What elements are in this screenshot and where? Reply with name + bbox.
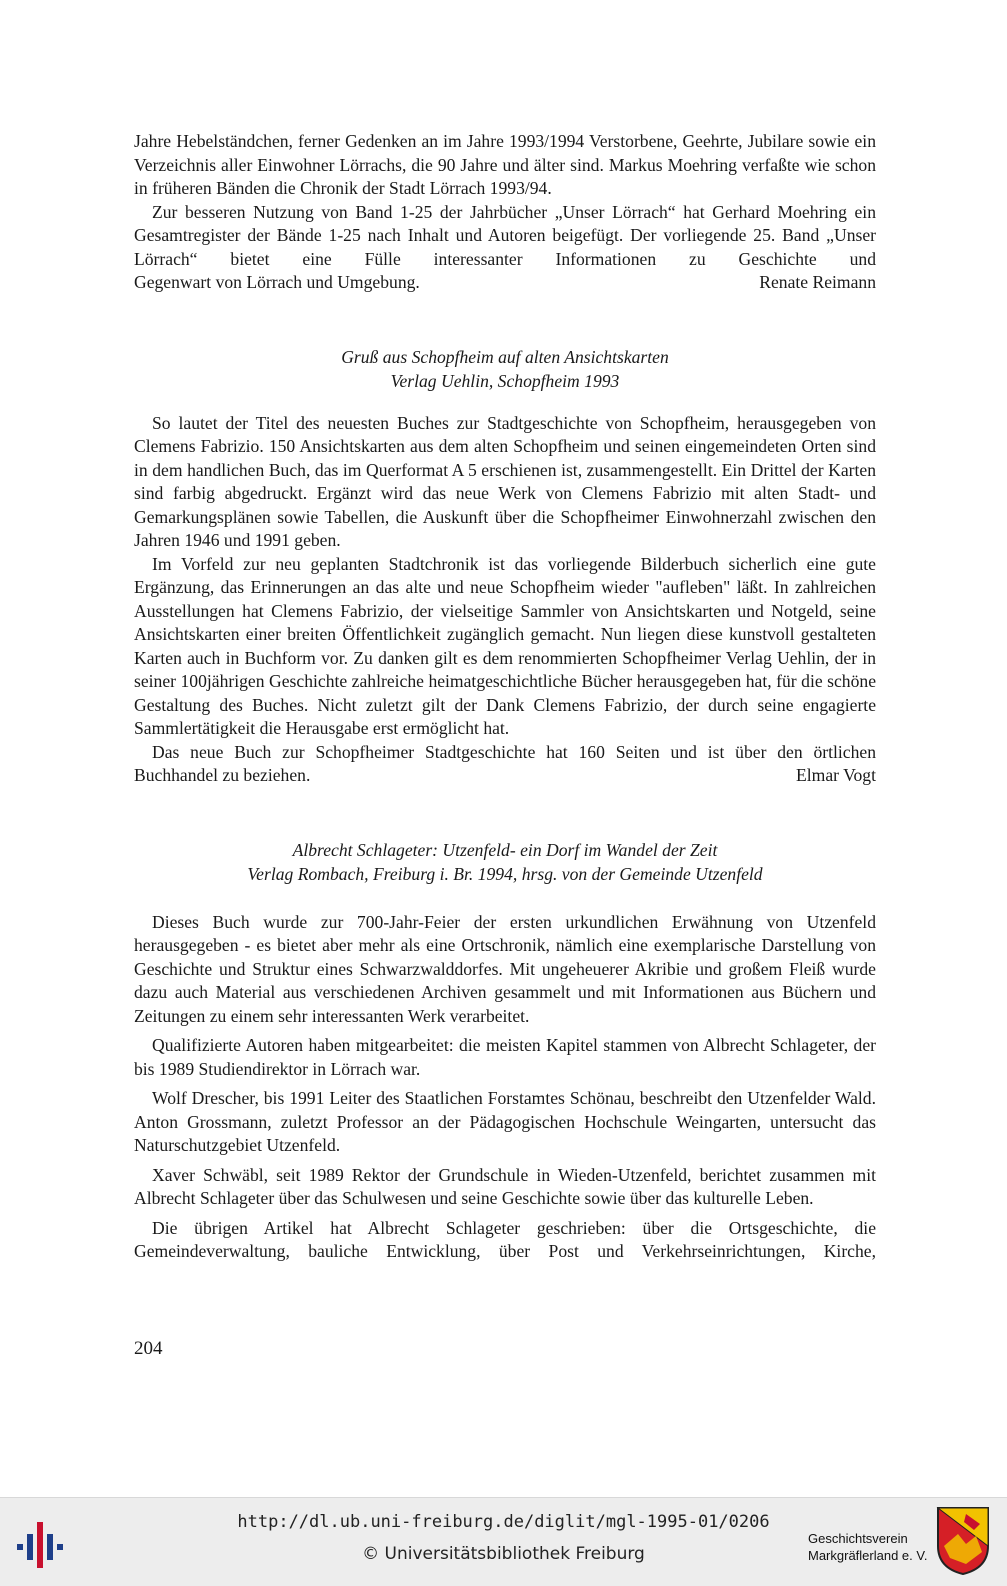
society-name-line-1: Geschichtsverein bbox=[808, 1531, 908, 1546]
intro-author: Renate Reimann bbox=[759, 272, 876, 292]
review1-paragraph-2: Im Vorfeld zur neu geplanten Stadtchronik ist das vorliegende Bilderbuch sicherlich eine gute Ergänzung, das Erinnerungen an das alte und neue Schopfheim wieder "aufleben" läßt. In zahlreichen Ausstellungen hat Clemens Fabrizio, der vielseitige Sammler von Ansichtskarten und Notgeld, seine Ansichtskarten einer breiten Öffentlichkeit zugänglich gemacht. Nun liegen diese kunstvoll gestalteten Karten auch in Buchform vor. Zu danken gilt es dem renommierten Schopfheimer Verlag Uehlin, der in seiner 100jährigen Geschichte zahlreiche heimatgeschichtliche Bücher herausgegeben hat, für die schöne Gestaltung des Buches. Nicht zuletzt gilt der Dank Clemens Fabrizio, der durch seine engagierte Sammlertätigkeit die Herausgabe erst ermöglicht hat. bbox=[134, 553, 876, 738]
review1-paragraph-1: So lautet der Titel des neuesten Buches zur Stadtgeschichte von Schopfheim, herausgegeben von Clemens Fabrizio. 150 Ansichtskarten aus dem alten Schopfheim und seinen eingemeindeten Orten sind in dem handlichen Buch, das im Querformat A 5 erschienen ist, zusammengestellt. Ein Drittel der Karten sind farbig abgedruckt. Ergänzt wird das neue Werk von Clemens Fabrizio mit alten Stadt- und Gemarkungsplänen sowie Tabellen, die Auskunft über die Schopfheimer Einwohnerzahl zwischen den Jahren 1946 und 1991 geben. bbox=[134, 412, 876, 550]
review2-paragraph-2: Qualifizierte Autoren haben mitgearbeitet: die meisten Kapitel stammen von Albrecht Schlageter, der bis 1989 Studiendirektor in Lörrach war. bbox=[134, 1035, 876, 1079]
coat-of-arms-icon bbox=[936, 1506, 990, 1576]
review2-paragraph-4: Xaver Schwäbl, seit 1989 Rektor der Grundschule in Wieden-Utzenfeld, berichtet zusammen mit Albrecht Schlageter über das Schulwesen und seine Geschichte sowie über das kulturelle Leben. bbox=[134, 1164, 876, 1208]
document-url-link[interactable]: http://dl.ub.uni-freiburg.de/diglit/mgl-1995-01/0206 bbox=[237, 1512, 770, 1532]
review1-paragraph-3: Das neue Buch zur Schopfheimer Stadtgeschichte hat 160 Seiten und ist über den örtlichen Buchhandel zu beziehen. bbox=[134, 741, 876, 785]
intro-signature-line bbox=[134, 271, 876, 295]
footer-bar bbox=[0, 1497, 1007, 1586]
society-name-line-2: Markgräflerland e. V. bbox=[808, 1548, 928, 1563]
page-number: 204 bbox=[134, 1338, 163, 1359]
review1-title: Gruß aus Schopfheim auf alten Ansichtskarten bbox=[341, 346, 669, 367]
society-name bbox=[808, 1530, 927, 1564]
intro-paragraph-2: Zur besseren Nutzung von Band 1-25 der Jahrbücher „Unser Lörrach“ hat Gerhard Moehring ein Gesamtregister der Bände 1-25 nach Inhalt und Autoren beigefügt. Der vorliegende 25. Band „Unser Lörrach“ bietet eine Fülle interessanter Informationen zu Geschichte und bbox=[134, 201, 876, 269]
review2-title: Albrecht Schlageter: Utzenfeld- ein Dorf im Wandel der Zeit bbox=[292, 839, 718, 860]
review1-author: Elmar Vogt bbox=[796, 765, 876, 785]
intro-paragraph-1: Jahre Hebelständchen, ferner Gedenken an im Jahre 1993/1994 Verstorbene, Geehrte, Jubilare sowie ein Verzeichnis aller Einwohner Lörrachs, die 90 Jahre und älter sind. Markus Moehring verfaßte wie schon in früheren Bänden die Chronik der Stadt Lörrach 1993/94. bbox=[134, 131, 876, 198]
copyright-notice: © Universitätsbibliothek Freiburg bbox=[362, 1544, 645, 1564]
page-body bbox=[134, 130, 876, 1264]
review2-paragraph-5: Die übrigen Artikel hat Albrecht Schlageter geschrieben: über die Ortsgeschichte, die Gemeindeverwaltung, bauliche Entwicklung, über Post und Verkehrseinrichtungen, Kirche, bbox=[134, 1217, 876, 1261]
review2-subtitle: Verlag Rombach, Freiburg i. Br. 1994, hrsg. von der Gemeinde Utzenfeld bbox=[247, 863, 763, 884]
review2-paragraph-3: Wolf Drescher, bis 1991 Leiter des Staatlichen Forstamtes Schönau, beschreibt den Utzenfelder Wald. Anton Grossmann, zuletzt Professor an der Pädagogischen Hochschule Weingarten, untersucht das Naturschutzgebiet Utzenfeld. bbox=[134, 1088, 876, 1155]
intro-paragraph-2-end: Gegenwart von Lörrach und Umgebung. bbox=[134, 272, 420, 292]
review1-subtitle: Verlag Uehlin, Schopfheim 1993 bbox=[390, 370, 620, 391]
review2-paragraph-1: Dieses Buch wurde zur 700-Jahr-Feier der ersten urkundlichen Erwähnung von Utzenfeld herausgegeben - es bietet aber mehr als eine Ortschronik, nämlich eine exemplarische Darstellung von Geschichte und Struktur eines Schwarzwalddorfes. Mit ungeheuerer Akribie und großem Fleiß wurde dazu auch Material aus verschiedenen Archiven gesammelt und mit Informationen aus Büchern und Zeitungen zu einem sehr interessanten Werk verarbeitet. bbox=[134, 911, 876, 1026]
